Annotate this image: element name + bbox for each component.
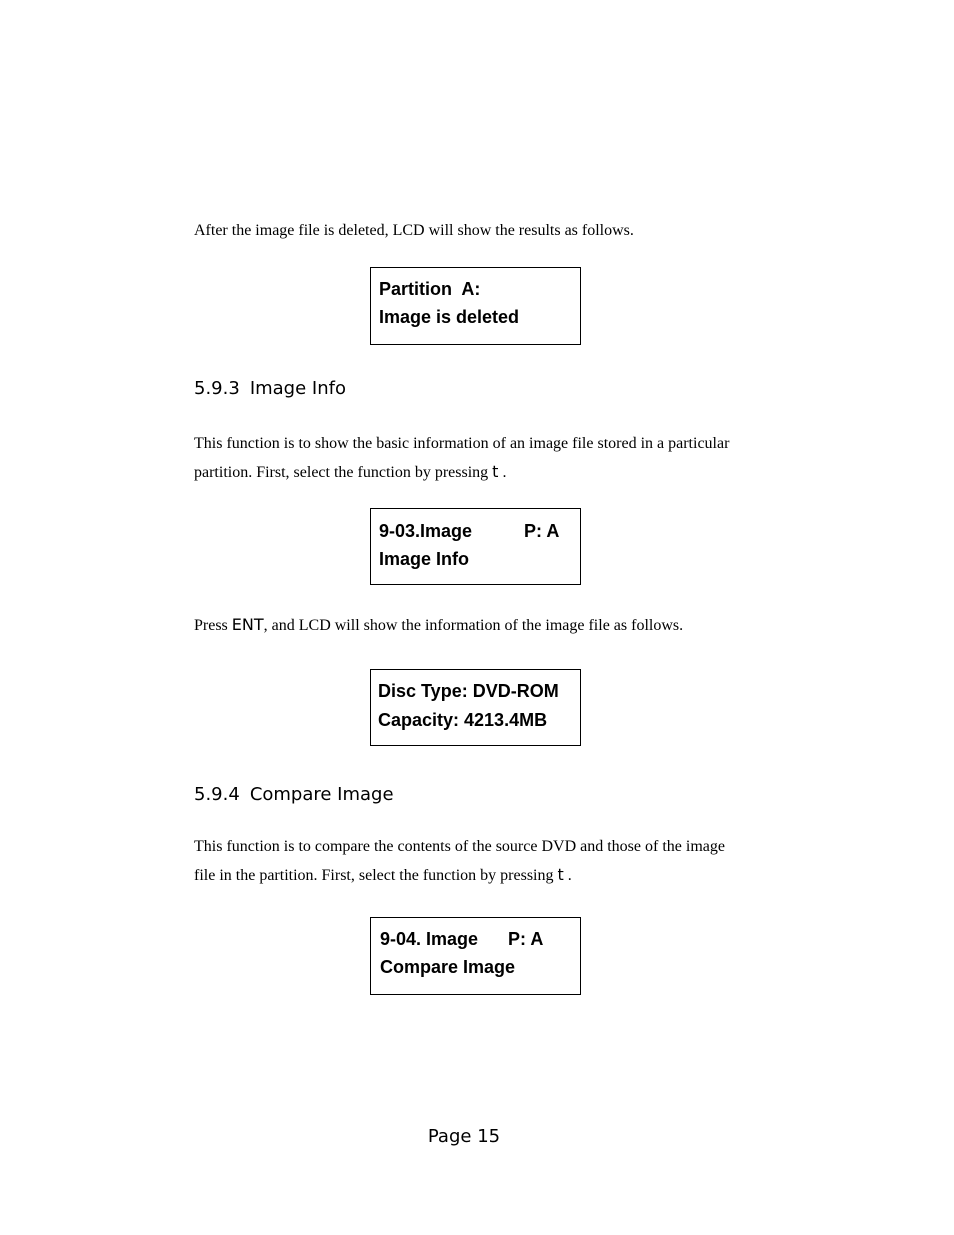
- lcd-disc-type: Disc Type: DVD-ROM: [378, 681, 559, 701]
- paragraph-text-end: , and LCD will show the information of the image file as follows.: [263, 617, 684, 634]
- lcd-menu-function: Image Info: [379, 549, 470, 569]
- up-key-symbol: t: [557, 865, 564, 884]
- section-title: Compare Image: [249, 784, 394, 805]
- page-number: Page 15: [427, 1126, 501, 1147]
- lcd-line-2: Image is deleted: [379, 307, 520, 327]
- paragraph-image-info: [194, 430, 774, 487]
- paragraph-press-ent: [194, 611, 774, 640]
- lcd-display-disc-info: [370, 669, 581, 746]
- ent-key-label: ENT: [231, 615, 264, 634]
- paragraph-press-ent-text: [194, 611, 774, 640]
- lcd-display-compare-menu: [370, 917, 581, 995]
- section-title: Image Info: [249, 378, 346, 399]
- lcd-display-image-deleted: [370, 267, 581, 345]
- lcd-partition-indicator: P: A: [508, 929, 544, 949]
- paragraph-text-end: .: [498, 464, 507, 481]
- lcd-menu-label: 9-03.Image: [379, 521, 473, 541]
- paragraph-image-info-line-1: This function is to show the basic information of an image file stored in a particular: [194, 435, 730, 452]
- lcd-capacity: Capacity: 4213.4MB: [378, 710, 548, 730]
- lcd-partition-indicator: P: A: [524, 521, 560, 541]
- paragraph-text-end: .: [563, 867, 572, 884]
- paragraph-image-info-line-2: [194, 458, 774, 487]
- paragraph-compare-line-2: [194, 861, 774, 890]
- section-heading-image-info: [194, 377, 346, 401]
- paragraph-text: partition. First, select the function by pressing: [194, 464, 493, 481]
- lcd-display-image-info-menu: [370, 508, 581, 585]
- paragraph-text: Press: [194, 617, 232, 634]
- page-footer: [0, 1125, 954, 1149]
- paragraph-compare-image: [194, 833, 774, 890]
- section-number: 5.9.4: [194, 784, 240, 805]
- section-number: 5.9.3: [194, 378, 240, 399]
- up-key-symbol: t: [492, 462, 499, 481]
- lcd-menu-label: 9-04. Image: [380, 929, 479, 949]
- paragraph-text: file in the partition. First, select the function by pressing: [194, 867, 558, 884]
- paragraph-after-delete: [194, 217, 774, 245]
- paragraph-after-delete-text: After the image file is deleted, LCD will show the results as follows.: [194, 222, 634, 239]
- lcd-line-1: Partition A:: [379, 279, 481, 299]
- section-heading-compare-image: [194, 783, 394, 807]
- lcd-menu-function: Compare Image: [380, 957, 516, 977]
- paragraph-compare-line-1: This function is to compare the contents of the source DVD and those of the image: [194, 838, 725, 855]
